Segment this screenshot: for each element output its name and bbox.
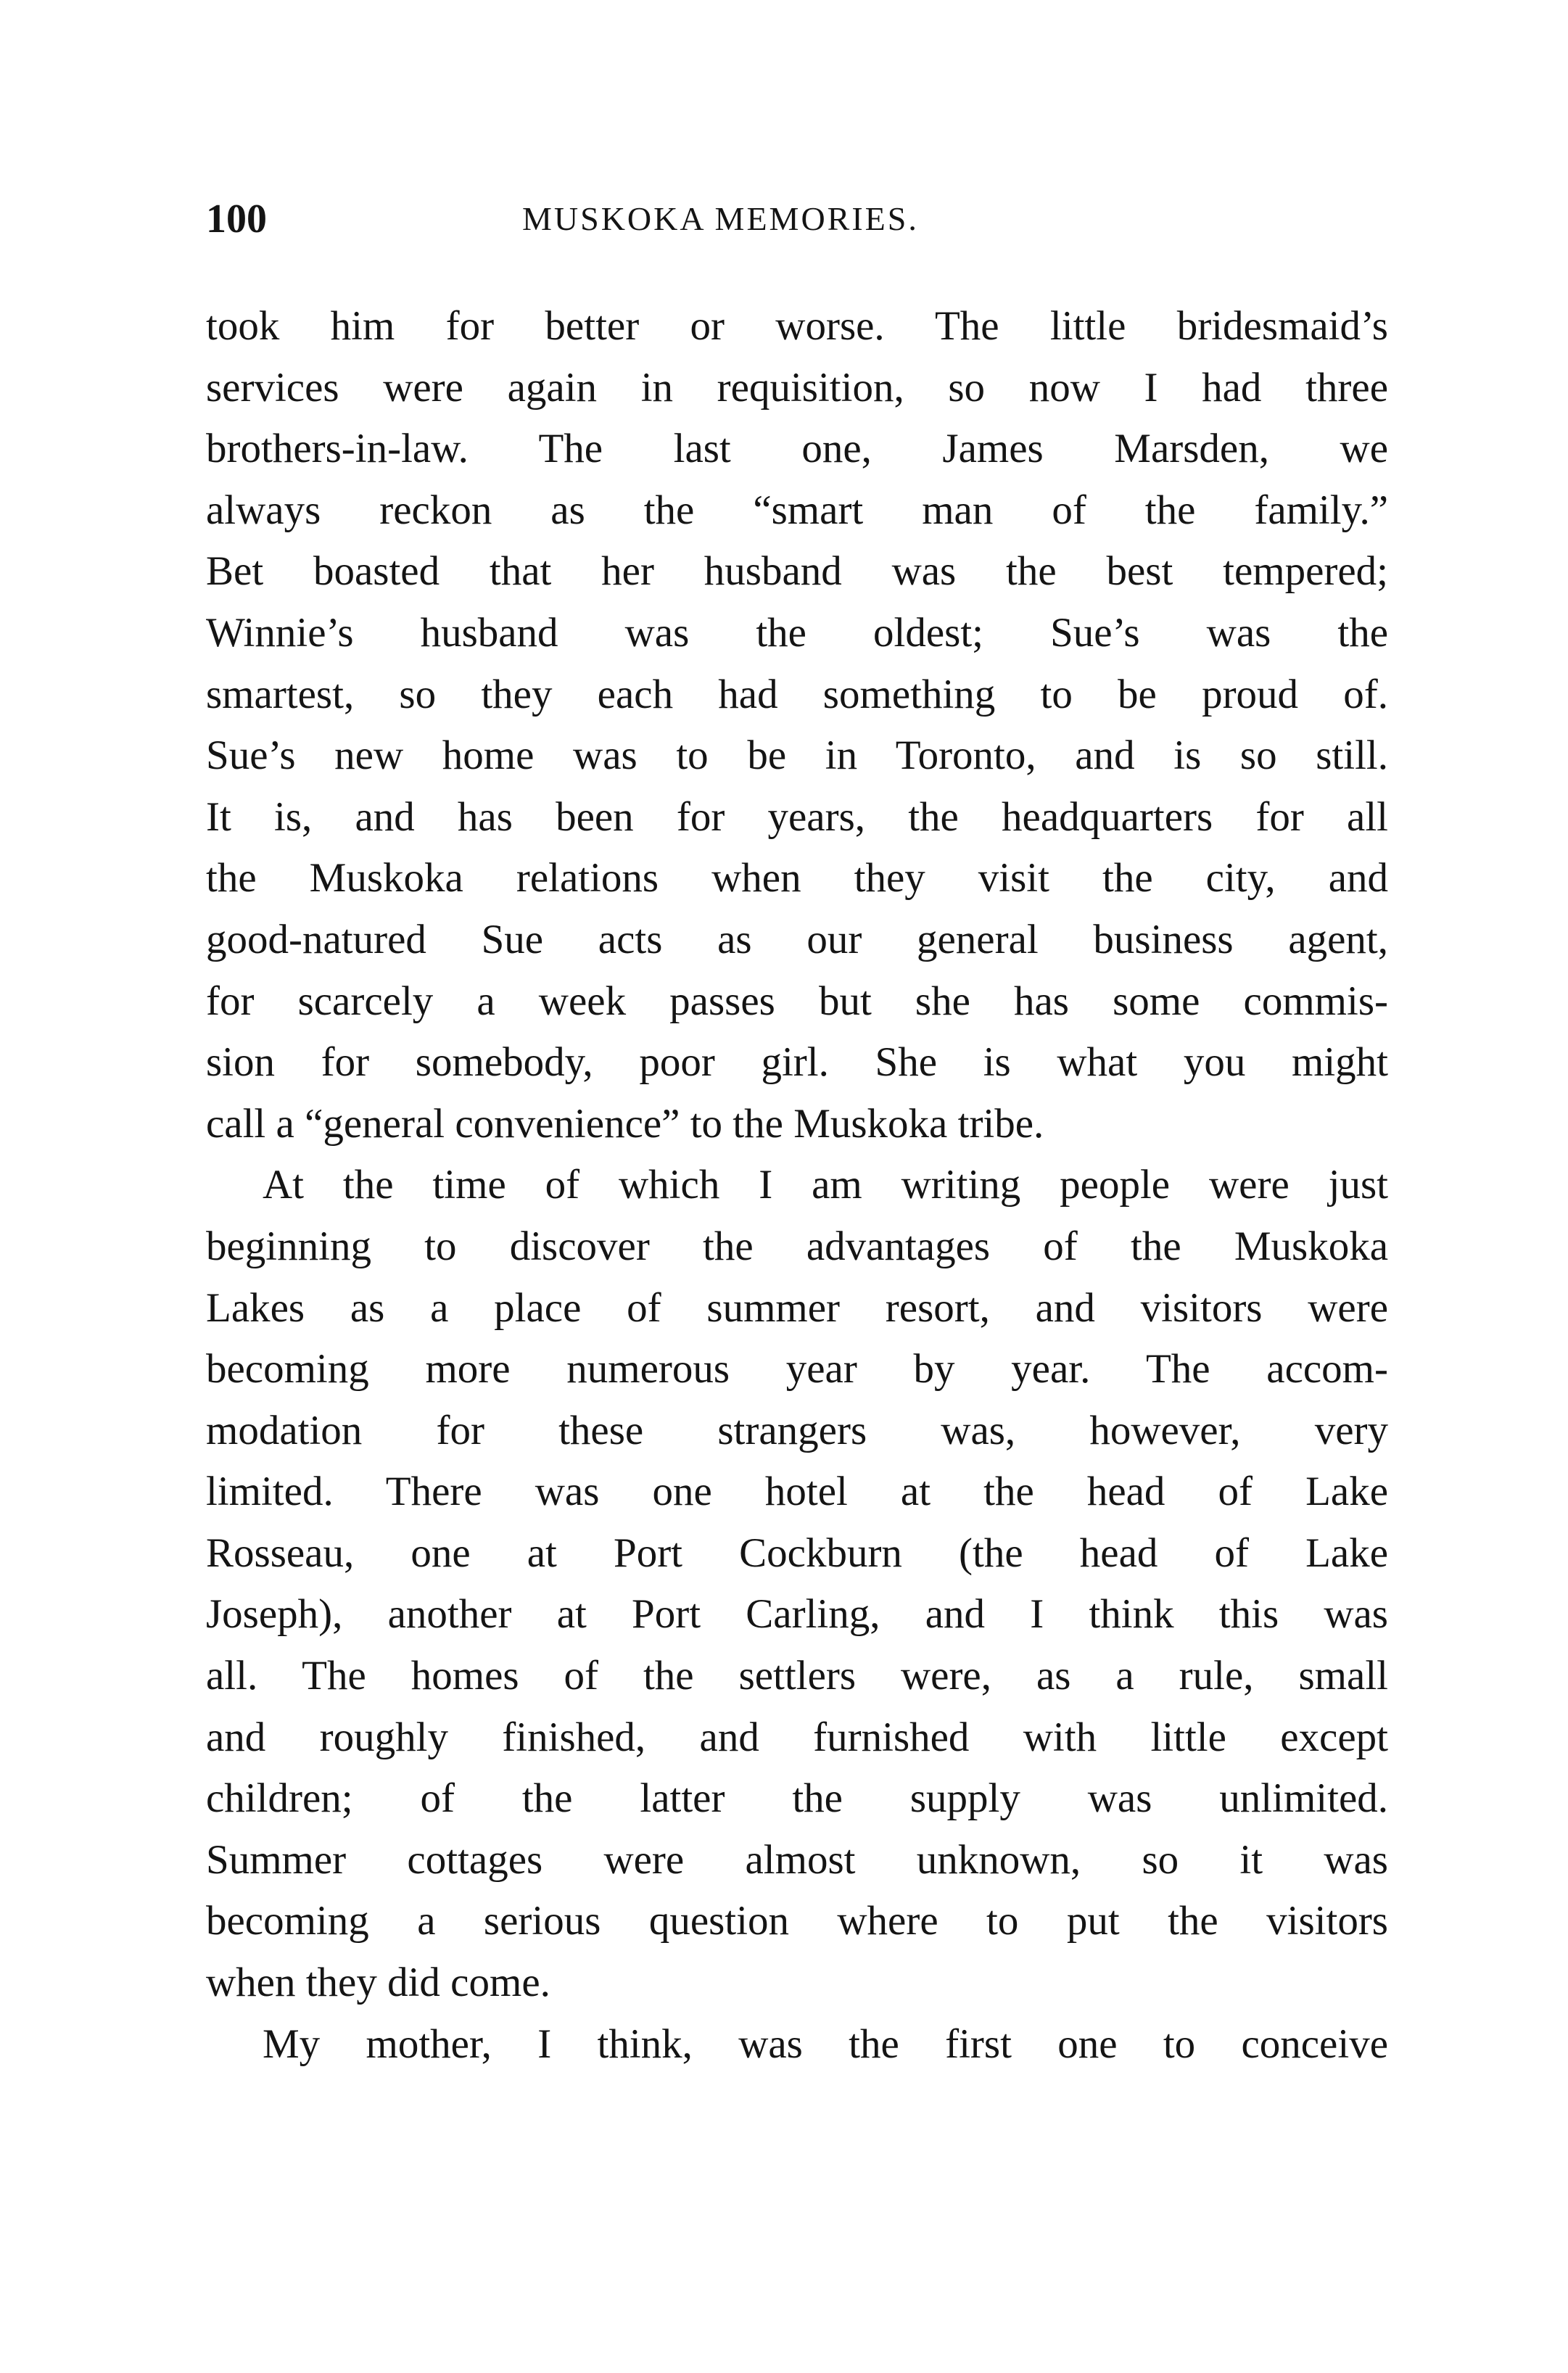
page-number: 100 <box>206 197 267 242</box>
text-line: all. The homes of the settlers were, as a rule, small <box>206 1653 1388 1699</box>
text-line: Bet boasted that her husband was the best tempered; <box>206 548 1388 595</box>
paragraph-first-line: At the time of which I am writing people were just <box>263 1162 1388 1208</box>
text-line: becoming more numerous year by year. The accom- <box>206 1346 1388 1392</box>
body-text <box>206 296 1388 2075</box>
page-header <box>206 190 1395 248</box>
text-line: modation for these strangers was, however, very <box>206 1407 1388 1453</box>
text-line: children; of the latter the supply was unlimited. <box>206 1775 1388 1822</box>
text-line: beginning to discover the advantages of the Muskoka <box>206 1223 1388 1269</box>
text-line: when they did come. <box>206 1960 550 2006</box>
text-line: It is, and has been for years, the headquarters for all <box>206 793 1388 840</box>
text-line: for scarcely a week passes but she has some commis- <box>206 978 1388 1024</box>
text-line: Summer cottages were almost unknown, so it was <box>206 1836 1388 1883</box>
text-line: call a “general convenience” to the Muskoka tribe. <box>206 1100 1044 1147</box>
text-line: limited. There was one hotel at the head of Lake <box>206 1469 1388 1515</box>
running-title: MUSKOKA MEMORIES. <box>522 200 919 237</box>
paragraph-first-line: My mother, I think, was the first one to conceive <box>263 2021 1388 2067</box>
text-line: becoming a serious question where to put the visitors <box>206 1898 1388 1944</box>
text-line: services were again in requisition, so now I had three <box>206 364 1388 410</box>
text-line: sion for somebody, poor girl. She is what you might <box>206 1039 1388 1086</box>
text-line: good-natured Sue acts as our general business agent, <box>206 916 1388 962</box>
text-line: always reckon as the “smart man of the family.” <box>206 487 1388 533</box>
text-line: the Muskoka relations when they visit the city, and <box>206 855 1388 901</box>
text-line: took him for better or worse. The little bridesmaid’s <box>206 303 1388 349</box>
text-line: smartest, so they each had something to be proud of. <box>206 671 1388 717</box>
text-line: brothers-in-law. The last one, James Marsden, we <box>206 426 1388 472</box>
text-line: Sue’s new home was to be in Toronto, and is so still. <box>206 732 1388 779</box>
text-line: and roughly finished, and furnished with little except <box>206 1714 1388 1760</box>
text-line: Winnie’s husband was the oldest; Sue’s was the <box>206 609 1388 656</box>
text-line: Rosseau, one at Port Cockburn (the head of Lake <box>206 1530 1388 1576</box>
text-line: Joseph), another at Port Carling, and I think this was <box>206 1591 1388 1638</box>
text-line: Lakes as a place of summer resort, and visitors were <box>206 1284 1388 1331</box>
